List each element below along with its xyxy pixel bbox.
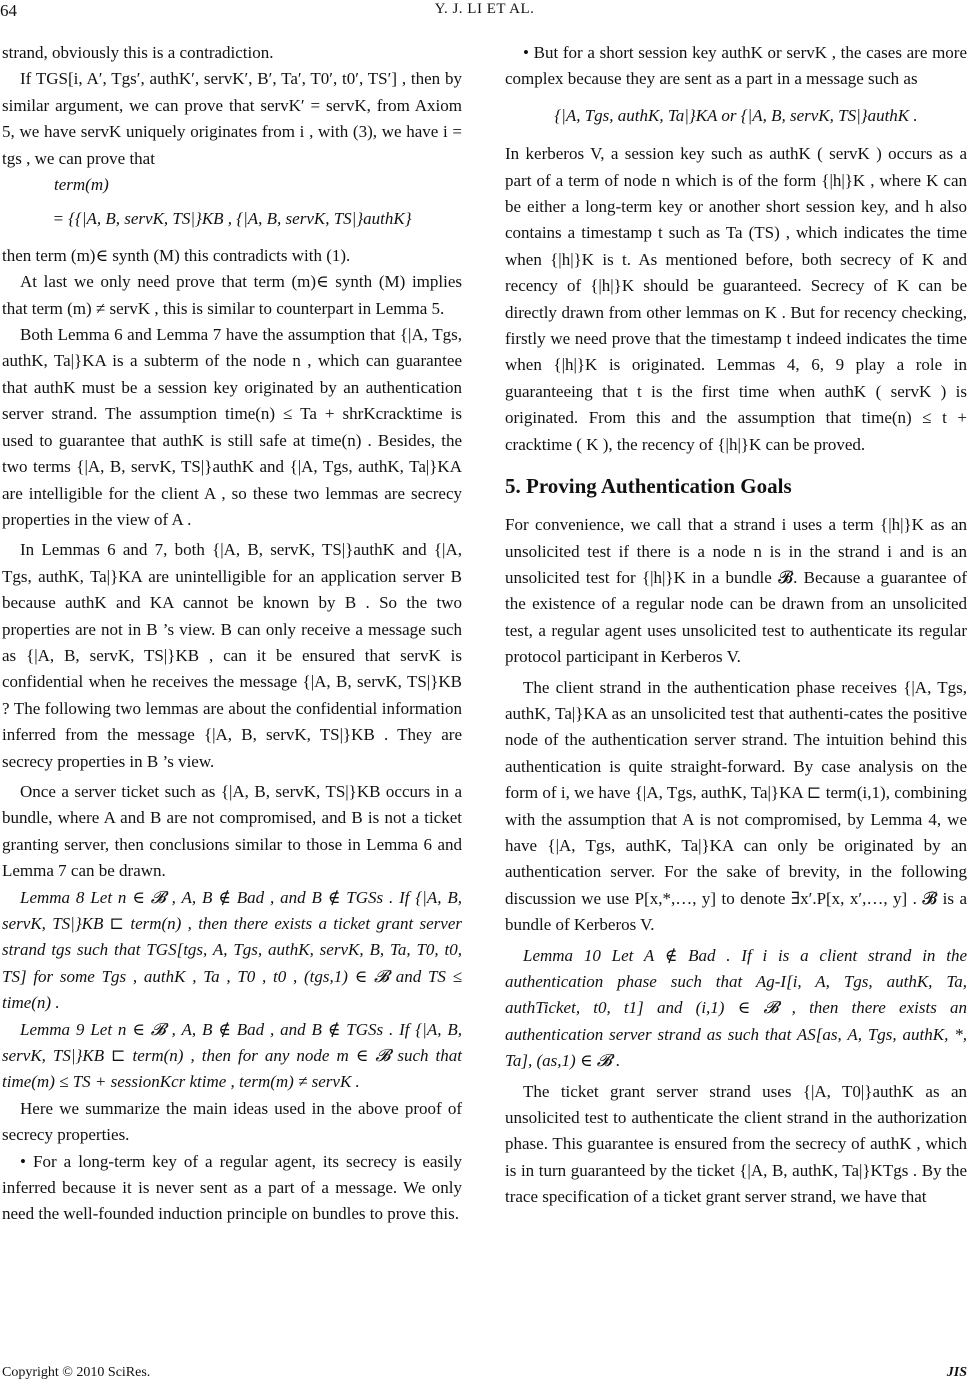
paragraph: If TGS[i, A′, Tgs′, authK′, servK′, B′, Ta′, T0′, t0′, TS′] , then by similar argument, we can prove that servK′ = servK, from Axiom 5, we have servK uniquely originates from i , with (3), we have i = tgs , we can prove that (2, 69, 462, 168)
running-title: Y. J. LI ET AL. (434, 1, 535, 17)
left-column (2, 40, 462, 1228)
paragraph: The ticket grant server strand uses {|A, T0|}authK as an unsolicited test to authenticate the client strand in the authorization phase. This guarantee is ensured from the secrecy of authK , which is in turn guaranteed by the ticket {|A, B, authK, Ta|}KTgs . By the trace specification of a ticket grant server strand, we have that (505, 1081, 967, 1207)
paragraph: In kerberos V, a session key such as authK ( servK ) occurs as a part of a term of node n which is of the form {|h|}K , where K can be either a long-term key or another short session key, and h also contains a timestamp t such as Ta (TS) , which indicates the time when {|h|}K is t. As mentioned before, both secrecy of K and recency of {|h|}K should be guaranteed. Secrecy of K can be directly drawn from other lemmas on K . But for recency checking, firstly we need prove that the timestamp t indeed indicates the time when {|h|}K is originated. Lemmas 4, 6, 9 play a role in guaranteeing that t is the first time when authK ( servK ) is originated. From this and the assumption that time(n) ≤ t + cracktime ( K ), the recency of {|h|}K can be proved. (505, 144, 967, 454)
paragraph: Here we summarize the main ideas used in the above proof of secrecy properties. (2, 1098, 462, 1145)
section-heading: 5. Proving Authentication Goals (505, 474, 792, 499)
journal-name: JIS (946, 1365, 967, 1380)
copyright: Copyright © 2010 SciRes. (2, 1365, 151, 1380)
lemma-9: Lemma 9 Let n ∈ 𝓑 , A, B ∉ Bad , and B ∉ TGSs . If {|A, B, servK, TS|}KB ⊏ term(n) , then for any node m ∈ 𝓑 such that time(m) ≤ TS + sessionKcr ktime , term(m) ≠ servK . (2, 1019, 462, 1092)
equation: = {{|A, B, servK, TS|}KB , {|A, B, servK, TS|}authK} (52, 209, 412, 229)
page-number: 64 (0, 1, 17, 20)
bullet-item: • For a long-term key of a regular agent, its secrecy is easily inferred because it is never sent as a part of a message. We only need the well-founded induction principle on bundles to prove this. (2, 1151, 462, 1224)
paragraph: then term (m)∈ synth (M) this contradicts with (1). (2, 245, 351, 265)
page-header (0, 0, 969, 30)
paragraph: The client strand in the authentication phase receives {|A, Tgs, authK, Ta|}KA as an unsolicited test that authenti-cates the positive node of the authentication server strand. The intuition behind this authentication is quite straight-forward. By case analysis on the form of i, we have {|A, Tgs, authK, Ta|}KA ⊏ term(i,1), combining with the assumption that A is not compromised, by Lemma 4, we have {|A, Tgs, authK, Ta|}KA can only be originated by an authentication server. For the sake of brevity, in the following discussion we use P[x,*,…, y] to denote ∃x′.P[x, x′,…, y] . 𝓑 is a bundle of Kerberos V. (505, 677, 967, 935)
lemma-10: Lemma 10 Let A ∉ Bad . If i is a client strand in the authentication phase such that Ag-I[i, A, Tgs, authK, Ta, authTicket, t0, t1] and (i,1) ∈ 𝓑 , then there exists an authentication server strand as such that AS[as, A, Tgs, authK, *, Ta], (as,1) ∈ 𝓑 . (505, 945, 967, 1071)
paragraph: strand, obviously this is a contradiction. (2, 43, 274, 62)
lemma-8: Lemma 8 Let n ∈ 𝓑 , A, B ∉ Bad , and B ∉ TGSs . If {|A, B, servK, TS|}KB ⊏ term(n) , then there exists a ticket grant server strand tgs such that TGS[tgs, A, Tgs, authK, servK, B, Ta, T0, t0, TS] for some Tgs , authK , Ta , T0 , t0 , (tgs,1) ∈ 𝓑 and TS ≤ time(n) . (2, 887, 462, 1013)
paragraph: For convenience, we call that a strand i uses a term {|h|}K as an unsolicited test if there is a node n is in the strand i and is an unsolicited test for {|h|}K in a bundle 𝓑. Because a guarantee of the existence of a regular node can be drawn from an unsolicited test, a regular agent uses unsolicited test to authenticate its regular protocol participant in Kerberos V. (505, 515, 967, 667)
paragraph: Both Lemma 6 and Lemma 7 have the assumption that {|A, Tgs, authK, Ta|}KA is a subterm of the node n , which can guarantee that authK must be a session key originated by an authentication server strand. The assumption time(n) ≤ Ta + shrKcracktime is used to guarantee that authK is still safe at time(n) . Besides, the two terms {|A, B, servK, TS|}authK and {|A, Tgs, authK, Ta|}KA are intelligible for the client A , so these two lemmas are secrecy properties in the view of A . (2, 325, 462, 529)
right-column (505, 40, 967, 1211)
paragraph: In Lemmas 6 and 7, both {|A, B, servK, TS|}authK and {|A, Tgs, authK, Ta|}KA are unintelligible for an application server B because authK and KA cannot be known by B . So the two properties are not in B ’s view. B can only receive a message such as {|A, B, servK, TS|}KB , can it be ensured that servK is confidential when he receives the message {|A, B, servK, TS|}KB ? The following two lemmas are about the confidential information inferred from the message {|A, B, servK, TS|}KB . They are secrecy properties in B ’s view. (2, 540, 462, 771)
paragraph: Once a server ticket such as {|A, B, servK, TS|}KB occurs in a bundle, where A and B are not compromised, and B is not a ticket granting server, then conclusions similar to those in Lemma 6 and Lemma 7 can be drawn. (2, 781, 462, 881)
equation: {|A, Tgs, authK, Ta|}KA or {|A, B, servK, TS|}authK . (554, 105, 918, 125)
equation: term(m) (54, 175, 109, 195)
bullet-item: • But for a short session key authK or servK , the cases are more complex because they are sent as a part in a message such as (505, 43, 967, 89)
paragraph: At last we only need prove that term (m)∈ synth (M) implies that term (m) ≠ servK , this is similar to counterpart in Lemma 5. (2, 272, 462, 318)
